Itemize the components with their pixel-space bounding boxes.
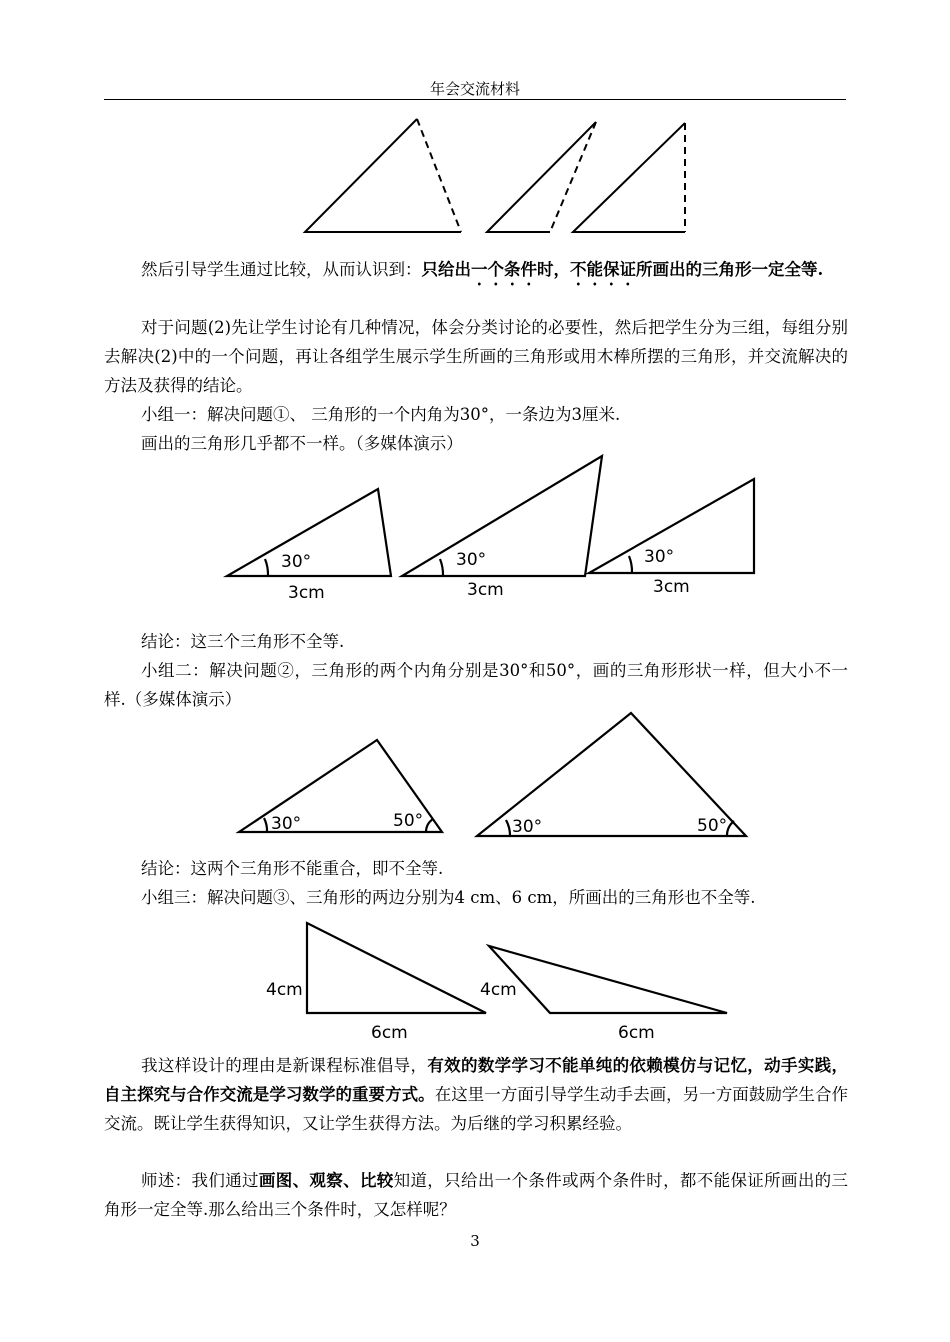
p10-text-a: 师述：我们通过 xyxy=(141,1171,259,1190)
p1-text-a: 然后引导学生通过比较，从而认识到： xyxy=(141,260,422,279)
paragraph-3: 小组一：解决问题①、 三角形的一个内角为30°，一条边为3厘米. xyxy=(141,405,621,424)
p10-text-c: 知道，只给出一个条件或两个条件时，都不能保证所画出的三角形一定全等.那么给出三个条件时，又怎样呢？ xyxy=(104,1171,849,1219)
p9-text-a: 我这样设计的理由是新课程标准倡导， xyxy=(141,1056,428,1075)
paragraph-9 xyxy=(104,1051,848,1138)
p1-text-c: 一个条件 xyxy=(471,260,537,279)
paragraph-6: 小组二：解决问题②，三角形的两个内角分别是30°和50°，画的三角形形状一样，但大小不一样.（多媒体演示） xyxy=(104,661,848,709)
g1-angle-label-1: 30° xyxy=(281,552,312,572)
p9-text-b: 有效的数学学习不能单纯的依赖模仿与记忆，动手实践，自主探究与合作交流是学习数学的重要方式。 xyxy=(104,1056,849,1104)
g3-side-label-6cm-2: 6cm xyxy=(618,1023,655,1043)
p1-text-e: 不能保证 xyxy=(570,260,636,279)
paragraph-10 xyxy=(104,1166,848,1224)
g3-right-triangle xyxy=(307,923,486,1013)
g3-side-label-4cm-2: 4cm xyxy=(480,980,517,1000)
p1-text-b: 只给出 xyxy=(421,260,471,279)
p1-text-f: 所画出的三角形一定全等. xyxy=(636,260,824,279)
g3-side-label-6cm-1: 6cm xyxy=(371,1023,408,1043)
g1-side-label-1: 3cm xyxy=(288,583,325,603)
g3-side-label-4cm-1: 4cm xyxy=(266,980,303,1000)
p10-text-b: 画图、观察、比较 xyxy=(258,1171,394,1190)
g2-angle-label-1b: 50° xyxy=(393,811,424,831)
g2-angle-label-1a: 30° xyxy=(271,814,302,834)
g1-side-label-3: 3cm xyxy=(653,577,690,597)
paragraph-4: 画出的三角形几乎都不一样。（多媒体演示） xyxy=(141,434,463,453)
page-header: 年会交流材料 xyxy=(429,80,520,98)
p9-text-c: 在这里一方面引导学生动手去画，另一方面鼓励学生合作交流。既让学生获得知识，又让学生获得方法。为后继的学习积累经验。 xyxy=(104,1085,849,1133)
page-number: 3 xyxy=(470,1232,480,1250)
paragraph-8: 小组三：解决问题③、三角形的两边分别为4 cm、6 cm，所画出的三角形也不全等. xyxy=(141,888,756,907)
g3-obtuse-triangle xyxy=(489,946,727,1013)
g2-angle-label-2a: 30° xyxy=(512,817,543,837)
paragraph-7: 结论：这两个三角形不能重合，即不全等. xyxy=(141,859,444,878)
g1-angle-label-2: 30° xyxy=(456,550,487,570)
paragraph-5: 结论：这三个三角形不全等. xyxy=(141,632,345,651)
g2-angle-label-2b: 50° xyxy=(697,816,728,836)
g1-angle-label-3: 30° xyxy=(644,547,675,567)
paragraph-2: 对于问题(2)先让学生讨论有几种情况，体会分类讨论的必要性，然后把学生分为三组，每组分别去解决(2)中的一个问题，再让各组学生展示学生所画的三角形或用木棒所摆的三角形，并交流解决的方法及获得的结论。 xyxy=(104,318,848,395)
p1-text-d: 时， xyxy=(537,260,570,279)
g1-side-label-2: 3cm xyxy=(467,580,504,600)
